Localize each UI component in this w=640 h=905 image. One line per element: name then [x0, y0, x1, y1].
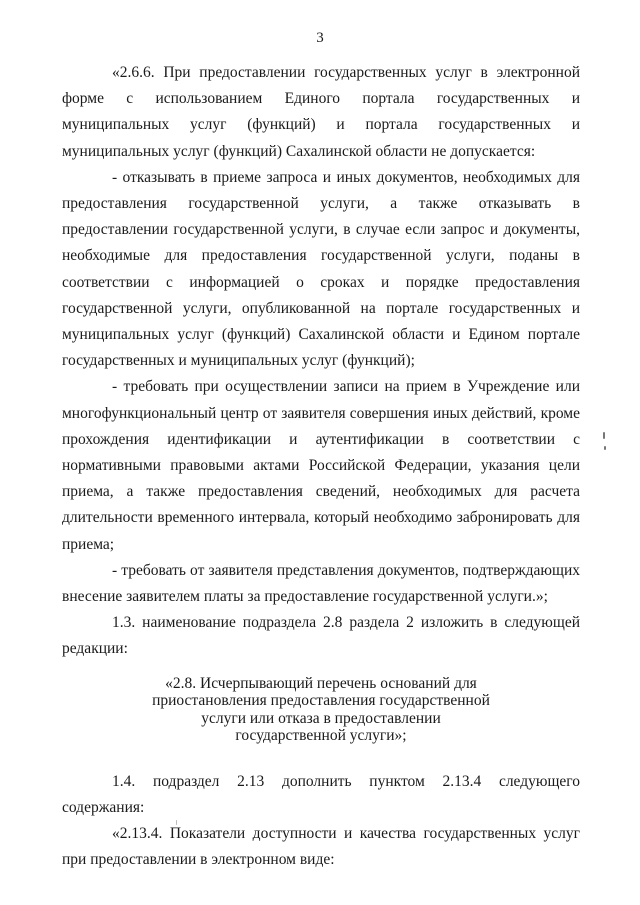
heading-line: услуги или отказа в предоставлении [201, 709, 441, 727]
scan-artifact [176, 820, 177, 825]
centered-heading-2-8 [62, 667, 580, 765]
heading-line: «2.8. Исчерпывающий перечень оснований для [165, 674, 477, 692]
scan-artifact [603, 432, 605, 439]
scan-artifact [604, 446, 606, 450]
paragraph-refusal-clause: - отказывать в приеме запроса и иных документов, необходимых для предоставления государственной услуги, а также отказывать в предоставлении государственной услуги, в случае если запрос и документы, необходимые для предоставления государственной услуги, поданы в соответствии с информацией о сроках и порядке предоставления государственной услуги, опубликованной на портале государственных и муниципальных услуг (функций) Сахалинской области и Едином портале государственных и муниципальных услуг (функций); [62, 168, 580, 370]
paragraph-2-6-6: «2.6.6. При предоставлении государственных услуг в электронной форме с использованием Единого портала государственных и муниципальных услуг (функций) и портала государственных и муниципальных услуг (функций) Сахалинской области не допускается: [62, 64, 580, 160]
document-body [62, 60, 580, 873]
page-number: 3 [316, 30, 324, 46]
paragraph-2-13-4: «2.13.4. Показатели доступности и качества государственных услуг при предоставлении в электронном виде: [62, 825, 580, 869]
heading-line: государственной услуги»; [235, 727, 407, 745]
heading-line: приостановления предоставления государственной [152, 692, 490, 710]
paragraph-appointment-clause: - требовать при осуществлении записи на прием в Учреждение или многофункциональный центр от заявителя совершения иных действий, кроме прохождения идентификации и аутентификации в соответствии с нормативными правовыми актами Российской Федерации, указания цели приема, а также предоставления сведений, необходимых для расчета длительности временного интервала, который необходимо забронировать для приема; [62, 378, 580, 553]
paragraph-1-3: 1.3. наименование подраздела 2.8 раздела 2 изложить в следующей редакции: [62, 614, 580, 658]
paragraph-1-4: 1.4. подраздел 2.13 дополнить пунктом 2.13.4 следующего содержания: [62, 772, 580, 816]
paragraph-payment-clause: - требовать от заявителя представления документов, подтверждающих внесение заявителем платы за предоставление государственной услуги.»; [62, 561, 580, 606]
